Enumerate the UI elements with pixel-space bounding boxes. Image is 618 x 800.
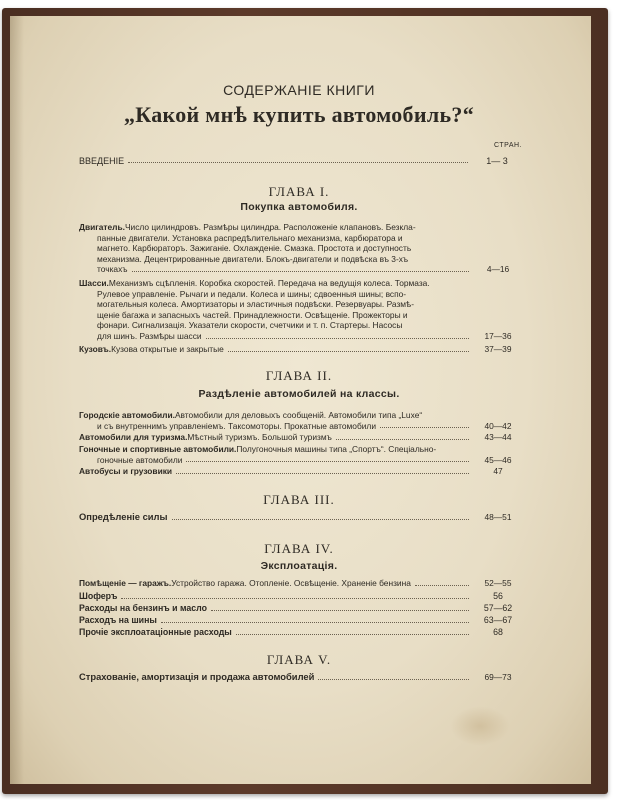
buses-text: Автобусы и грузовики — [79, 466, 173, 476]
entry-body — [79, 344, 523, 355]
engine-term: Двигатель. — [79, 222, 125, 232]
leader-dots — [415, 578, 469, 586]
chassis-text: Рулевое управленіе. Рычаги и педали. Колеса и шины; сдвоенныя шины; вспо- — [97, 288, 407, 299]
engine-text: механизма. Децентрированные двигатели. Блокъ-двигатели и подвѣска въ 3-хъ — [97, 253, 409, 264]
intro-pages: 1— 3 — [486, 156, 508, 166]
other-costs-text: Прочіе эксплоатаціонные расходы — [79, 627, 232, 637]
fuel-text: Расходы на бензинъ и масло — [79, 603, 208, 613]
leader-dots — [128, 156, 468, 163]
chassis-text: Механизмъ сцѣпленія. Коробка скоростей. Передача на ведущія колеса. Тормаза. — [108, 278, 430, 288]
intro-entry — [79, 156, 522, 166]
garage-term: Помѣщеніе — гаражъ. — [79, 578, 172, 588]
engine-text: панные двигатели. Установка распредѣлительнаго механизма, карбюратора и — [97, 232, 403, 243]
entry-racing-cars — [79, 444, 523, 465]
book-title: „Какой мнѣ купить автомобиль?“ — [123, 102, 475, 127]
driver-text: Шоферъ — [79, 591, 118, 601]
engine-pages: 4—16 — [486, 264, 510, 275]
chapter-2-section: Раздѣленіе автомобилей на классы. — [198, 388, 400, 400]
insurance-pages: 69—73 — [484, 672, 512, 682]
spine-shadow — [10, 16, 24, 784]
page-column-label: СТРАН. — [494, 142, 522, 149]
leader-dots — [336, 432, 469, 440]
garage-pages: 52—55 — [484, 578, 512, 588]
body-term: Кузовъ. — [79, 344, 112, 354]
city-cars-pages: 40—42 — [484, 420, 512, 431]
entry-chassis — [79, 278, 523, 342]
entry-other-costs — [79, 627, 523, 638]
chapter-2-heading: ГЛАВА II. — [265, 368, 333, 383]
body-pages: 37—39 — [484, 344, 512, 354]
chassis-pages: 17—36 — [484, 330, 512, 341]
body-text: Кузова открытые и закрытые — [111, 344, 224, 354]
entry-insurance — [79, 672, 523, 683]
insurance-text: Страхованіе, амортизація и продажа автомобилей — [79, 671, 315, 682]
chapter-3-heading: ГЛАВА III. — [263, 492, 335, 507]
tires-pages: 63—67 — [483, 615, 513, 625]
leader-dots — [132, 264, 469, 272]
leader-dots — [206, 331, 469, 339]
power-pages: 48—51 — [484, 512, 512, 522]
leader-dots — [161, 615, 469, 623]
city-cars-text: и съ внутреннимъ управленіемъ. Таксомоторы. Прокатные автомобили — [97, 420, 376, 431]
racing-text: гоночные автомобили — [97, 454, 183, 465]
city-cars-term: Городскіе автомобили. — [79, 410, 175, 420]
entry-touring-cars — [79, 432, 523, 443]
chassis-term: Шасси. — [79, 278, 109, 288]
leader-dots — [380, 421, 469, 429]
leader-dots — [211, 603, 469, 611]
entry-fuel — [79, 603, 523, 614]
touring-pages: 43—44 — [484, 432, 512, 442]
entry-engine — [79, 222, 523, 275]
engine-text: Число цилиндровъ. Размѣры цилиндра. Расположеніе клапановъ. Безкла- — [124, 222, 416, 232]
chapter-1-section: Покупка автомобиля. — [240, 201, 358, 213]
racing-pages: 45—46 — [484, 454, 512, 465]
power-text: Опредѣленіе силы — [79, 511, 168, 522]
intro-label: ВВЕДЕНІЕ — [79, 156, 125, 166]
chapter-4-heading: ГЛАВА IV. — [264, 541, 334, 556]
leader-dots — [172, 512, 469, 520]
chassis-text: щеніе багажа и запасныхъ частей. Принадлежности. Освѣщеніе. Прожекторы и — [97, 309, 408, 320]
chapter-4-section: Эксплоатація. — [260, 560, 338, 572]
garage-text: Устройство гаража. Отопленіе. Освѣщеніе. Храненіе бензина — [171, 578, 411, 588]
chassis-text: фонари. Сигнализація. Указатели скорости, счетчики и т. п. Стартеры. Насосы — [97, 320, 403, 331]
city-cars-text: Автомобили для деловыхъ сообщеній. Автомобили типа „Luxe“ — [174, 410, 423, 420]
leader-dots — [236, 627, 469, 635]
chassis-text: могательныя колеса. Амортизаторы и эластичныя подвѣски. Резервуары. Размѣ- — [97, 299, 414, 310]
engine-text: магнето. Карбюраторъ. Зажиганіе. Охлажденіе. Смазка. Простота и доступность — [97, 243, 412, 254]
racing-term: Гоночные и спортивные автомобили. — [79, 444, 237, 454]
chapter-5-heading: ГЛАВА V. — [266, 652, 332, 667]
chapter-1-heading: ГЛАВА I. — [268, 184, 330, 199]
driver-pages: 56 — [493, 591, 503, 601]
fuel-pages: 57—62 — [483, 603, 513, 613]
entry-buses — [79, 466, 523, 477]
leader-dots — [176, 466, 469, 474]
leader-dots — [228, 344, 469, 352]
book-page — [10, 16, 591, 784]
leader-dots — [318, 672, 469, 680]
chassis-text: для шинъ. Размѣры шасси — [97, 330, 202, 341]
touring-text: Мѣстный туризмъ. Большой туризмъ — [187, 432, 332, 442]
contents-heading: СОДЕРЖАНІЕ КНИГИ — [223, 82, 375, 98]
entry-garage — [79, 578, 523, 589]
leader-dots — [121, 591, 469, 599]
entry-power — [79, 512, 523, 523]
other-costs-pages: 68 — [493, 627, 503, 637]
racing-text: Полугоночныя машины типа „Спортъ“. Спеціально- — [236, 444, 437, 454]
entry-tires — [79, 615, 523, 626]
buses-pages: 47 — [493, 466, 503, 476]
entry-driver — [79, 591, 523, 602]
paper-stain — [450, 706, 510, 746]
entry-city-cars — [79, 410, 523, 431]
tires-text: Расходъ на шины — [79, 615, 157, 625]
engine-text: точкахъ — [97, 264, 128, 275]
leader-dots — [186, 455, 469, 463]
touring-term: Автомобили для туризма. — [79, 432, 188, 442]
